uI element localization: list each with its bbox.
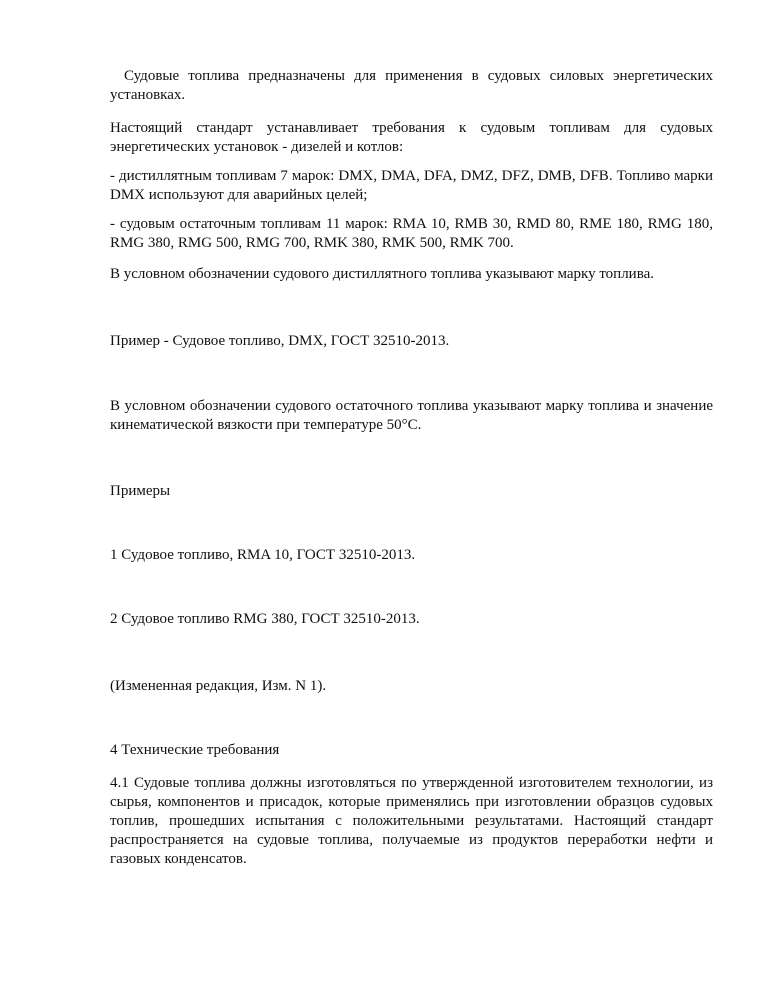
paragraph-example-distillate: Пример - Судовое топливо, DMX, ГОСТ 32510-2013. bbox=[110, 333, 450, 349]
paragraph-residual-grades: - судовым остаточным топливам 11 марок: RMA 10, RMB 30, RMD 80, RME 180, RMG 180, RMG 380, RMG 500, RMG 700, RMK 380, RMK 500, RMK 700. bbox=[110, 216, 713, 251]
paragraph-examples-heading: Примеры bbox=[110, 483, 171, 499]
paragraph-residual-designation: В условном обозначении судового остаточного топлива указывают марку топлива и значение кинематической вязкости при температуре 50°С. bbox=[110, 398, 713, 433]
paragraph-distillate-grades: - дистиллятным топливам 7 марок: DMX, DMA, DFA, DMZ, DFZ, DMB, DFB. Топливо марки DMX используют для аварийных целей; bbox=[110, 168, 713, 203]
paragraph-amendment-note: (Измененная редакция, Изм. N 1). bbox=[110, 678, 327, 694]
paragraph-4-1: 4.1 Судовые топлива должны изготовляться по утвержденной изготовителем технологии, из сырья, компонентов и присадок, которые применялись при изготовлении образцов судовых топлив, прошедших испытания с положительными результатами. Настоящий стандарт распространяется на судовые топлива, получаемые из продуктов переработки нефти и газовых конденсатов. bbox=[110, 775, 713, 867]
paragraph-purpose: Судовые топлива предназначены для применения в судовых силовых энергетических установках. bbox=[110, 68, 713, 103]
paragraph-example-2: 2 Судовое топливо RMG 380, ГОСТ 32510-2013. bbox=[110, 611, 420, 627]
paragraph-distillate-designation: В условном обозначении судового дистиллятного топлива указывают марку топлива. bbox=[110, 266, 655, 282]
paragraph-example-1: 1 Судовое топливо, RMA 10, ГОСТ 32510-2013. bbox=[110, 547, 416, 563]
section-heading-technical-requirements: 4 Технические требования bbox=[110, 742, 280, 758]
paragraph-scope: Настоящий стандарт устанавливает требования к судовым топливам для судовых энергетических установок - дизелей и котлов: bbox=[110, 120, 713, 155]
